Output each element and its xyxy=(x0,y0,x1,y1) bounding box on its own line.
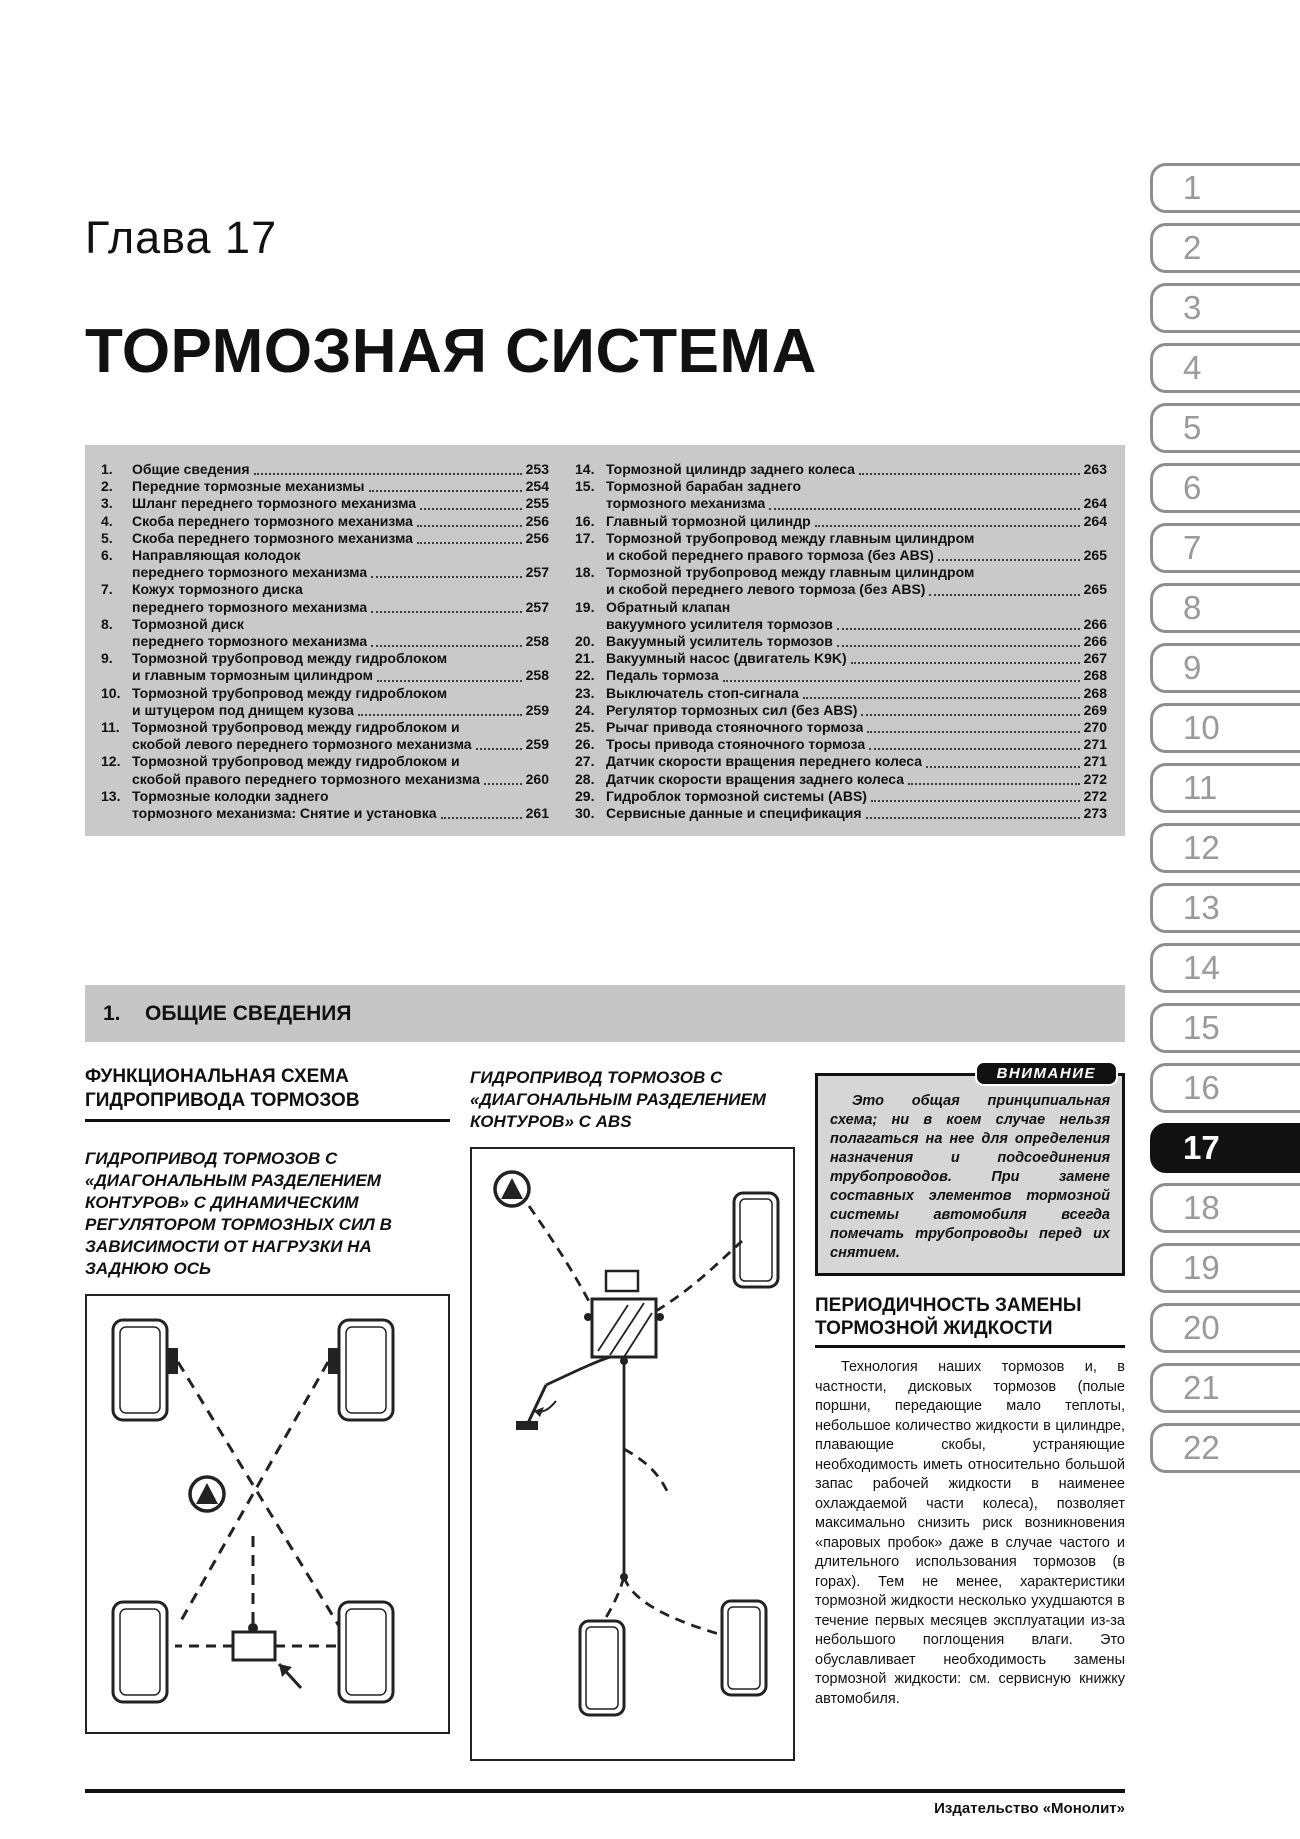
toc-entry: 12. Тормозной трубопровод между гидроблоком и скобой правого переднего тормозного механизма 260 xyxy=(101,753,549,787)
leader-dots xyxy=(369,490,522,492)
toc-entry: 1. Общие сведения 253 xyxy=(101,461,549,477)
publisher-credit: Издательство «Монолит» xyxy=(934,1800,1125,1817)
toc-panel xyxy=(85,445,1125,836)
left-column-heading: ФУНКЦИОНАЛЬНАЯ СХЕМА ГИДРОПРИВОДА ТОРМОЗОВ xyxy=(85,1065,450,1122)
abs-unit-icon xyxy=(584,1271,664,1365)
toc-entry: 6. Направляющая колодок переднего тормозного механизма 257 xyxy=(101,547,549,581)
chapter-tab-3: 3 xyxy=(1150,283,1300,333)
chapter-tab-19: 19 xyxy=(1150,1243,1300,1293)
brake-diagram-xsplit xyxy=(87,1296,447,1732)
caliper-front-right xyxy=(328,1348,339,1374)
leader-dots xyxy=(851,662,1080,664)
leader-dots xyxy=(371,611,521,613)
leader-dots xyxy=(926,766,1080,768)
chapter-tab-20: 20 xyxy=(1150,1303,1300,1353)
diagram-xsplit-frame xyxy=(85,1294,450,1734)
leader-dots xyxy=(871,800,1080,802)
brake-warning-icon xyxy=(190,1477,224,1511)
toc-entry: 13. Тормозные колодки заднего тормозного механизма: Снятие и установка 261 xyxy=(101,787,549,822)
toc-entry: 10. Тормозной трубопровод между гидроблоком и штуцером под днищем кузова 259 xyxy=(101,684,549,718)
toc-entry: 24. Регулятор тормозных сил (без ABS) 269 xyxy=(575,701,1107,718)
chapter-tab-18: 18 xyxy=(1150,1183,1300,1233)
warning-box xyxy=(815,1065,1125,1276)
leader-dots xyxy=(837,628,1080,630)
leader-dots xyxy=(803,697,1080,699)
chapter-tab-10: 10 xyxy=(1150,703,1300,753)
left-column-subheading: ГИДРОПРИВОД ТОРМОЗОВ С «ДИАГОНАЛЬНЫМ РАЗДЕЛЕНИЕМ КОНТУРОВ» С ДИНАМИЧЕСКИМ РЕГУЛЯТОРОМ ТОРМОЗНЫХ СИЛ В ЗАВИСИМОСТИ ОТ НАГРУЗКИ НА ЗАДНЮЮ ОСЬ xyxy=(85,1149,392,1278)
chapter-tab-22: 22 xyxy=(1150,1423,1300,1473)
chapter-tab-13: 13 xyxy=(1150,883,1300,933)
toc-entry: 21. Вакуумный насос (двигатель K9K) 267 xyxy=(575,650,1107,667)
chapter-tab-21: 21 xyxy=(1150,1363,1300,1413)
toc-entry: 27. Датчик скорости вращения переднего колеса 271 xyxy=(575,753,1107,770)
chapter-tab-2: 2 xyxy=(1150,223,1300,273)
chapter-tab-17-active: 17 xyxy=(1150,1123,1300,1173)
toc-entry: 9. Тормозной трубопровод между гидроблоком и главным тормозным цилиндром 258 xyxy=(101,650,549,684)
middle-column-heading: ГИДРОПРИВОД ТОРМОЗОВ С «ДИАГОНАЛЬНЫМ РАЗДЕЛЕНИЕМ КОНТУРОВ» С ABS xyxy=(470,1068,766,1131)
right-column xyxy=(815,1065,1125,1761)
leader-dots xyxy=(417,525,522,527)
chapter-tab-15: 15 xyxy=(1150,1003,1300,1053)
chapter-tab-11: 11 xyxy=(1150,763,1300,813)
chapter-tab-5: 5 xyxy=(1150,403,1300,453)
leader-dots xyxy=(769,508,1079,510)
chapter-tab-7: 7 xyxy=(1150,523,1300,573)
toc-entry: 25. Рычаг привода стояночного тормоза 270 xyxy=(575,719,1107,736)
chapter-tab-16: 16 xyxy=(1150,1063,1300,1113)
leader-dots xyxy=(484,783,522,785)
leader-dots xyxy=(869,748,1080,750)
section-heading: 1. ОБЩИЕ СВЕДЕНИЯ xyxy=(85,985,1125,1042)
toc-entry: 17. Тормозной трубопровод между главным цилиндром и скобой переднего правого тормоза (без ABS) 265 xyxy=(575,529,1107,564)
leader-dots xyxy=(476,748,522,750)
leader-dots xyxy=(938,559,1080,561)
brake-warning-icon xyxy=(495,1172,529,1206)
toc-entry: 5. Скоба переднего тормозного механизма 256 xyxy=(101,529,549,546)
toc-entry: 23. Выключатель стоп-сигнала 268 xyxy=(575,684,1107,701)
fluid-replacement-body: Технология наших тормозов и, в частности, дисковых тормозов (полые поршни, передающие мало теплоты, небольшое количество жидкости в цилиндре, плавающие скобы, устраняющие необходимость иметь относительно большой запас рабочей жидкости в наименее охлаждаемой части колеса), позволяет максимально снизить риск возникновения «паровых пробок» даже в случае частого и длительного использования тормозов (в горах). Тем не менее, характеристики тормозной жидкости несколько ухудшаются в течение первых месяцев эксплуатации из-за небольшого поглощения влаги. Это обуславливает необходимость замены тормозной жидкости: см. сервисную книжку автомобиля. xyxy=(815,1359,1125,1707)
toc-entry: 11. Тормозной трубопровод между гидроблоком и скобой левого переднего тормозного механизма 259 xyxy=(101,719,549,753)
leader-dots xyxy=(371,576,521,578)
leader-dots xyxy=(358,714,522,716)
leader-dots xyxy=(371,645,521,647)
chapter-tab-8: 8 xyxy=(1150,583,1300,633)
toc-column-right xyxy=(575,461,1107,822)
toc-entry: 15. Тормозной барабан заднего тормозного механизма 264 xyxy=(575,478,1107,512)
toc-entry: 2. Передние тормозные механизмы 254 xyxy=(101,478,549,495)
chapter-tab-4: 4 xyxy=(1150,343,1300,393)
warning-label: ВНИМАНИЕ xyxy=(975,1061,1118,1086)
caliper-front-left xyxy=(167,1348,178,1374)
toc-entry: 14. Тормозной цилиндр заднего колеса 263 xyxy=(575,461,1107,477)
middle-column xyxy=(470,1065,795,1761)
columns-area xyxy=(85,1065,1125,1761)
chapter-tab-6: 6 xyxy=(1150,463,1300,513)
brake-pedal-icon xyxy=(516,1385,556,1430)
leader-dots xyxy=(441,817,522,819)
leader-dots xyxy=(861,714,1079,716)
leader-dots xyxy=(417,542,522,544)
toc-entry: 29. Гидроблок тормозной системы (ABS) 272 xyxy=(575,787,1107,804)
leader-dots xyxy=(866,817,1080,819)
toc-entry: 3. Шланг переднего тормозного механизма 255 xyxy=(101,495,549,512)
toc-entry: 22. Педаль тормоза 268 xyxy=(575,667,1107,684)
leader-dots xyxy=(867,731,1079,733)
chapter-label: Глава 17 xyxy=(85,212,278,263)
regulator-icon xyxy=(175,1623,339,1688)
toc-entry: 16. Главный тормозной цилиндр 264 xyxy=(575,512,1107,529)
page-title: ТОРМОЗНАЯ СИСТЕМА xyxy=(85,317,817,386)
leader-dots xyxy=(420,508,522,510)
left-column xyxy=(85,1065,450,1761)
fluid-replacement-heading: ПЕРИОДИЧНОСТЬ ЗАМЕНЫ ТОРМОЗНОЙ ЖИДКОСТИ xyxy=(815,1294,1125,1348)
toc-entry: 28. Датчик скорости вращения заднего колеса 272 xyxy=(575,770,1107,787)
toc-entry: 4. Скоба переднего тормозного механизма 256 xyxy=(101,512,549,529)
toc-entry: 19. Обратный клапан вакуумного усилителя тормозов 266 xyxy=(575,598,1107,632)
toc-entry: 30. Сервисные данные и спецификация 273 xyxy=(575,805,1107,822)
leader-dots xyxy=(837,645,1080,647)
leader-dots xyxy=(815,525,1080,527)
toc-entry: 18. Тормозной трубопровод между главным цилиндром и скобой переднего левого тормоза (без ABS) 265 xyxy=(575,564,1107,598)
footer-rule xyxy=(85,1789,1125,1793)
toc-entry: 20. Вакуумный усилитель тормозов 266 xyxy=(575,633,1107,650)
leader-dots xyxy=(723,680,1080,682)
chapter-tab-9: 9 xyxy=(1150,643,1300,693)
chapter-tab-sidebar xyxy=(1150,163,1300,1483)
warning-text: Это общая принципиальная схема; ни в коем случае нельзя полагаться на нее для определения назначения и подсоединения трубопроводов. При замене составных элементов тормозной системы автомобиля всегда помечать трубопроводы перед их снятием. xyxy=(830,1093,1110,1261)
toc-column-left xyxy=(101,461,549,822)
brake-diagram-abs xyxy=(472,1149,792,1759)
leader-dots xyxy=(929,594,1079,596)
toc-entry: 8. Тормозной диск переднего тормозного механизма 258 xyxy=(101,615,549,650)
chapter-tab-1: 1 xyxy=(1150,163,1300,213)
diagram-abs-frame xyxy=(470,1147,795,1761)
leader-dots xyxy=(859,473,1080,475)
leader-dots xyxy=(254,473,522,475)
leader-dots xyxy=(377,680,522,682)
toc-entry: 7. Кожух тормозного диска переднего тормозного механизма 257 xyxy=(101,581,549,615)
toc-entry: 26. Тросы привода стояночного тормоза 271 xyxy=(575,736,1107,753)
leader-dots xyxy=(908,783,1080,785)
chapter-tab-12: 12 xyxy=(1150,823,1300,873)
chapter-tab-14: 14 xyxy=(1150,943,1300,993)
